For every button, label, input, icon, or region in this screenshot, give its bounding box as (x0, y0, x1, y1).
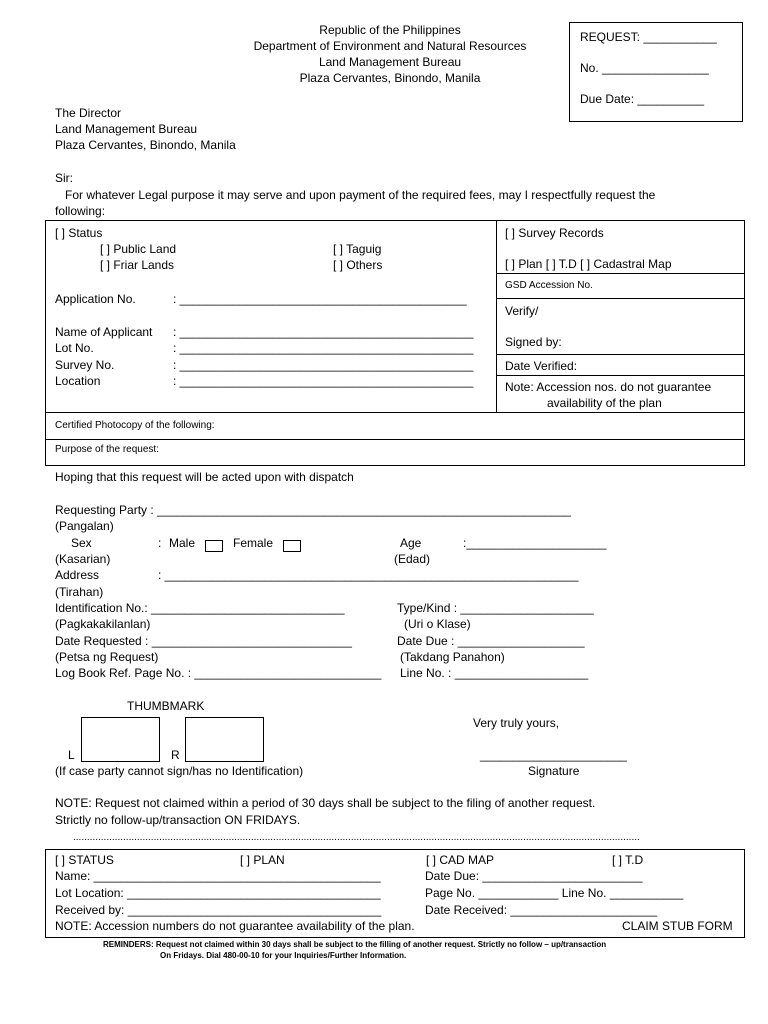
stub-lot-location-field[interactable]: Lot Location: ______________________________________ (55, 886, 381, 900)
requesting-party-field[interactable]: Requesting Party : ______________________________________________________________ (55, 503, 571, 517)
certified-photocopy-field[interactable]: Certified Photocopy of the following: (55, 420, 215, 431)
tirahan-label: (Tirahan) (55, 585, 104, 599)
location-field[interactable]: : ____________________________________________ (173, 374, 474, 388)
kasarian-label: (Kasarian) (55, 552, 111, 566)
date-due-field[interactable]: Date Due : ___________________ (397, 634, 585, 648)
stub-page-line-field[interactable]: Page No. ____________ Line No. ___________ (425, 886, 684, 900)
table-rule (45, 412, 745, 413)
date-verified-field[interactable]: Date Verified: (505, 359, 578, 373)
intro-line-1: For whatever Legal purpose it may serve and upon payment of the required fees, may I respectfully request the (65, 188, 656, 202)
age-label: Age (400, 536, 422, 550)
signature-label: Signature (528, 764, 580, 778)
female-checkbox[interactable] (283, 538, 301, 552)
stub-date-received-field[interactable]: Date Received: ______________________ (425, 903, 658, 917)
pangalan-label: (Pangalan) (55, 519, 114, 533)
right-label: R (171, 748, 180, 762)
stub-td-checkbox[interactable]: [ ] T.D (612, 853, 644, 867)
others-checkbox[interactable]: [ ] Others (333, 258, 383, 272)
address-label: Address (55, 568, 100, 582)
accession-note-line-2: availability of the plan (547, 396, 662, 410)
address-field[interactable]: : ______________________________________________________________ (158, 568, 579, 582)
number-field[interactable]: No. ________________ (580, 61, 709, 75)
thumbmark-label: THUMBMARK (127, 699, 205, 713)
sex-label: Sex (71, 536, 92, 550)
petsa-label: (Petsa ng Request) (55, 650, 159, 664)
table-rule (496, 375, 745, 376)
survey-records-checkbox[interactable]: [ ] Survey Records (505, 226, 604, 240)
table-divider (496, 220, 497, 412)
stub-plan-checkbox[interactable]: [ ] PLAN (240, 853, 285, 867)
friar-lands-checkbox[interactable]: [ ] Friar Lands (100, 258, 175, 272)
signature-line[interactable]: ______________________ (480, 748, 627, 762)
left-label: L (68, 748, 75, 762)
table-rule (496, 298, 745, 299)
line-no-field[interactable]: Line No. : ____________________ (400, 666, 589, 680)
date-requested-field[interactable]: Date Requested : ______________________________ (55, 634, 352, 648)
due-date-field[interactable]: Due Date: __________ (580, 92, 705, 106)
right-thumbmark-box[interactable] (185, 717, 264, 762)
note-line-1: NOTE: Request not claimed within a period of 30 days shall be subject to the filing of another request. (55, 796, 596, 810)
identification-field[interactable]: Identification No.: _____________________________ (55, 601, 345, 615)
claim-stub-title: CLAIM STUB FORM (622, 919, 733, 933)
cut-line: ............................................................................................................................................................................................................ (73, 832, 640, 843)
salutation: Sir: (55, 171, 73, 185)
logbook-field[interactable]: Log Book Ref. Page No. : ____________________________ (55, 666, 382, 680)
purpose-field[interactable]: Purpose of the request: (55, 444, 159, 455)
intro-line-2: following: (55, 204, 106, 218)
plan-td-cadastral-checkboxes[interactable]: [ ] Plan [ ] T.D [ ] Cadastral Map (505, 257, 672, 271)
thumbmark-note: (If case party cannot sign/has no Identification) (55, 764, 304, 778)
header-line-4: Plaza Cervantes, Binondo, Manila (299, 71, 481, 85)
table-rule (496, 273, 745, 274)
stub-status-checkbox[interactable]: [ ] STATUS (55, 853, 114, 867)
pagkakakilanlan-label: (Pagkakakilanlan) (55, 617, 151, 631)
table-rule (45, 439, 745, 440)
applicant-name-label: Name of Applicant (55, 325, 153, 339)
application-field[interactable]: : ___________________________________________ (173, 292, 467, 306)
male-checkbox[interactable] (205, 538, 223, 552)
survey-label: Survey No. (55, 358, 115, 372)
hoping-text: Hoping that this request will be acted upon with dispatch (55, 470, 354, 484)
sex-colon: : (158, 536, 162, 550)
edad-label: (Edad) (394, 552, 431, 566)
very-truly-yours: Very truly yours, (473, 716, 560, 730)
female-label: Female (233, 536, 274, 550)
taguig-checkbox[interactable]: [ ] Taguig (333, 242, 382, 256)
accession-note-line-1: Note: Accession nos. do not guarantee (505, 380, 712, 394)
status-checkbox[interactable]: [ ] Status (55, 226, 103, 240)
lot-label: Lot No. (55, 341, 94, 355)
addressee-line-3: Plaza Cervantes, Binondo, Manila (55, 138, 236, 152)
reminders-line-2: On Fridays. Dial 480-00-10 for your Inquiries/Further Information. (160, 951, 407, 960)
signed-by-field[interactable]: Signed by: (505, 335, 562, 349)
uri-label: (Uri o Klase) (404, 617, 471, 631)
stub-name-field[interactable]: Name: ___________________________________________ (55, 869, 381, 883)
survey-field[interactable]: : ____________________________________________ (173, 358, 474, 372)
header-line-1: Republic of the Philippines (319, 23, 461, 37)
note-line-2: Strictly no follow-up/transaction ON FRIDAYS. (55, 813, 301, 827)
lot-field[interactable]: : ____________________________________________ (173, 341, 474, 355)
stub-note: NOTE: Accession numbers do not guarantee availability of the plan. (55, 919, 415, 933)
takdang-label: (Takdang Panahon) (400, 650, 505, 664)
location-label: Location (55, 374, 101, 388)
request-field[interactable]: REQUEST: ___________ (580, 30, 717, 44)
header-line-3: Land Management Bureau (318, 55, 462, 69)
type-kind-field[interactable]: Type/Kind : ____________________ (397, 601, 594, 615)
public-land-checkbox[interactable]: [ ] Public Land (100, 242, 177, 256)
addressee-line-2: Land Management Bureau (55, 122, 198, 136)
verify-field[interactable]: Verify/ (505, 304, 539, 318)
male-label: Male (169, 536, 196, 550)
reminders-line-1: REMINDERS: Request not claimed within 30 days shall be subject to the filling of another request. Strictly no follow – up/transaction (103, 940, 607, 949)
left-thumbmark-box[interactable] (81, 717, 160, 762)
table-rule (496, 354, 745, 355)
age-field[interactable]: :_____________________ (463, 536, 607, 550)
stub-cad-map-checkbox[interactable]: [ ] CAD MAP (426, 853, 495, 867)
header-line-2: Department of Environment and Natural Resources (253, 39, 527, 53)
stub-date-due-field[interactable]: Date Due: ________________________ (425, 869, 643, 883)
stub-received-by-field[interactable]: Received by: ______________________________________ (55, 903, 382, 917)
addressee-line-1: The Director (55, 106, 122, 120)
gsd-accession-field[interactable]: GSD Accession No. (505, 280, 593, 291)
application-label: Application No. (55, 292, 136, 306)
applicant-name-field[interactable]: : ____________________________________________ (173, 325, 474, 339)
